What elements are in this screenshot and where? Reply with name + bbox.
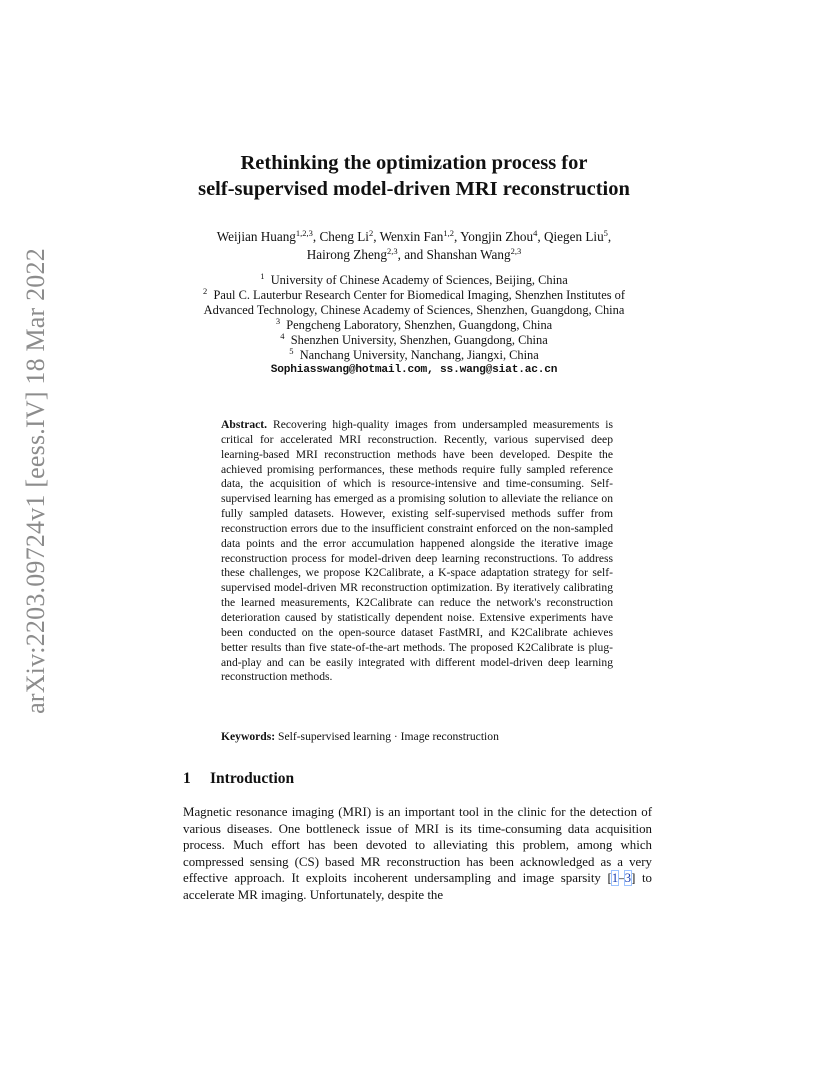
affiliation: $^2$ Paul C. Lauterbur Research Center for Biomedical Imaging, Shenzhen Institutes of (203, 286, 625, 302)
author: Qiegen Liu$^5$, (543, 228, 612, 244)
keywords-text: Self-supervised learning · Image reconstruction (278, 730, 499, 743)
author: Cheng Li$^2$, (319, 228, 380, 244)
paper-title (100, 150, 728, 202)
author: Weijian Huang$^{1,2,3}$, (216, 228, 320, 244)
affiliation: $^5$ Nanchang University, Nanchang, Jiangxi, China (289, 346, 539, 362)
affiliation: $^4$ Shenzhen University, Shenzhen, Guangdong, China (280, 331, 548, 347)
section-title: Introduction (210, 770, 295, 787)
abstract-label: Abstract. (221, 418, 268, 431)
introduction-paragraph (183, 804, 652, 904)
citation-link[interactable]: 1 (611, 871, 619, 886)
citation-range-dash: – (618, 871, 625, 886)
citation-bracket-close: ] (631, 871, 636, 886)
affiliation-continuation: Advanced Technology, Chinese Academy of Sciences, Shenzhen, Guangdong, China (203, 303, 625, 317)
author: Yongjin Zhou$^4$, (460, 228, 544, 244)
arxiv-identifier-stamp: arXiv:2203.09724v1 [eess.IV] 18 Mar 2022 (21, 248, 50, 714)
contact-emails[interactable]: Sophiasswang@hotmail.com, ss.wang@siat.ac.cn (270, 364, 558, 376)
intro-text-before-citation: Magnetic resonance imaging (MRI) is an important tool in the clinic for the detection of various diseases. One bottleneck issue of MRI is its time-consuming data acquisition process. Much effort has been devoted to alleviating this problem, among which compressed sensing (CS) based MR reconstruction has been acknowledged as a very effective approach. It exploits incoherent undersampling and image sparsity (183, 805, 652, 886)
section-number: 1 (183, 770, 191, 787)
keywords (221, 729, 613, 744)
author-list (150, 228, 678, 264)
affiliation: $^1$ University of Chinese Academy of Sciences, Beijing, China (260, 271, 568, 287)
abstract-text: Recovering high-quality images from undersampled measurements is critical for accelerated MRI reconstruction. Recently, various supervised deep learning-based MRI reconstruction methods have been developed. Despite the achieved promising performances, these methods require fully sampled reference data, the acquisition of which is resource-intensive and time-consuming. Self-supervised learning has emerged as a promising solution to alleviate the reliance on fully sampled datasets. However, existing self-supervised methods suffer from reconstruction errors due to the insufficient constraint enforced on the non-sampled data points and the error accumulation happened alongside the iterative image reconstruction process for model-driven deep learning reconstructions. To address these challenges, we propose K2Calibrate, a K-space adaptation strategy for self-supervised model-driven MR reconstruction optimization. By iteratively calibrating the learned measurements, K2Calibrate can reduce the network's reconstruction deterioration caused by statistically dependent noise. Extensive experiments have been conducted on the open-source dataset FastMRI, and K2Calibrate achieves better results than five state-of-the-art methods. The proposed K2Calibrate is plug-and-play and can be easily integrated with different model-driven deep learning reconstruction methods. (221, 418, 614, 684)
section-heading (183, 769, 294, 789)
author: Wenxin Fan$^{1,2}$, (379, 228, 461, 244)
affiliation: $^3$ Pengcheng Laboratory, Shenzhen, Guangdong, China (275, 316, 553, 332)
intro-text-after-citation: to accelerate MR imaging. Unfortunately, despite the (183, 871, 652, 902)
author: Shanshan Wang$^{2,3}$ (426, 246, 522, 262)
author: Hairong Zheng$^{2,3}$, and (306, 246, 427, 262)
citation-bracket-open: [ (607, 871, 612, 886)
keywords-label: Keywords: (221, 730, 276, 743)
affiliation-list (120, 273, 708, 378)
title-line-2: self-supervised model-driven MRI reconstruction (198, 178, 630, 200)
title-line-1: Rethinking the optimization process for (240, 152, 588, 174)
citation-link[interactable]: 3 (624, 871, 632, 886)
abstract (221, 418, 613, 685)
